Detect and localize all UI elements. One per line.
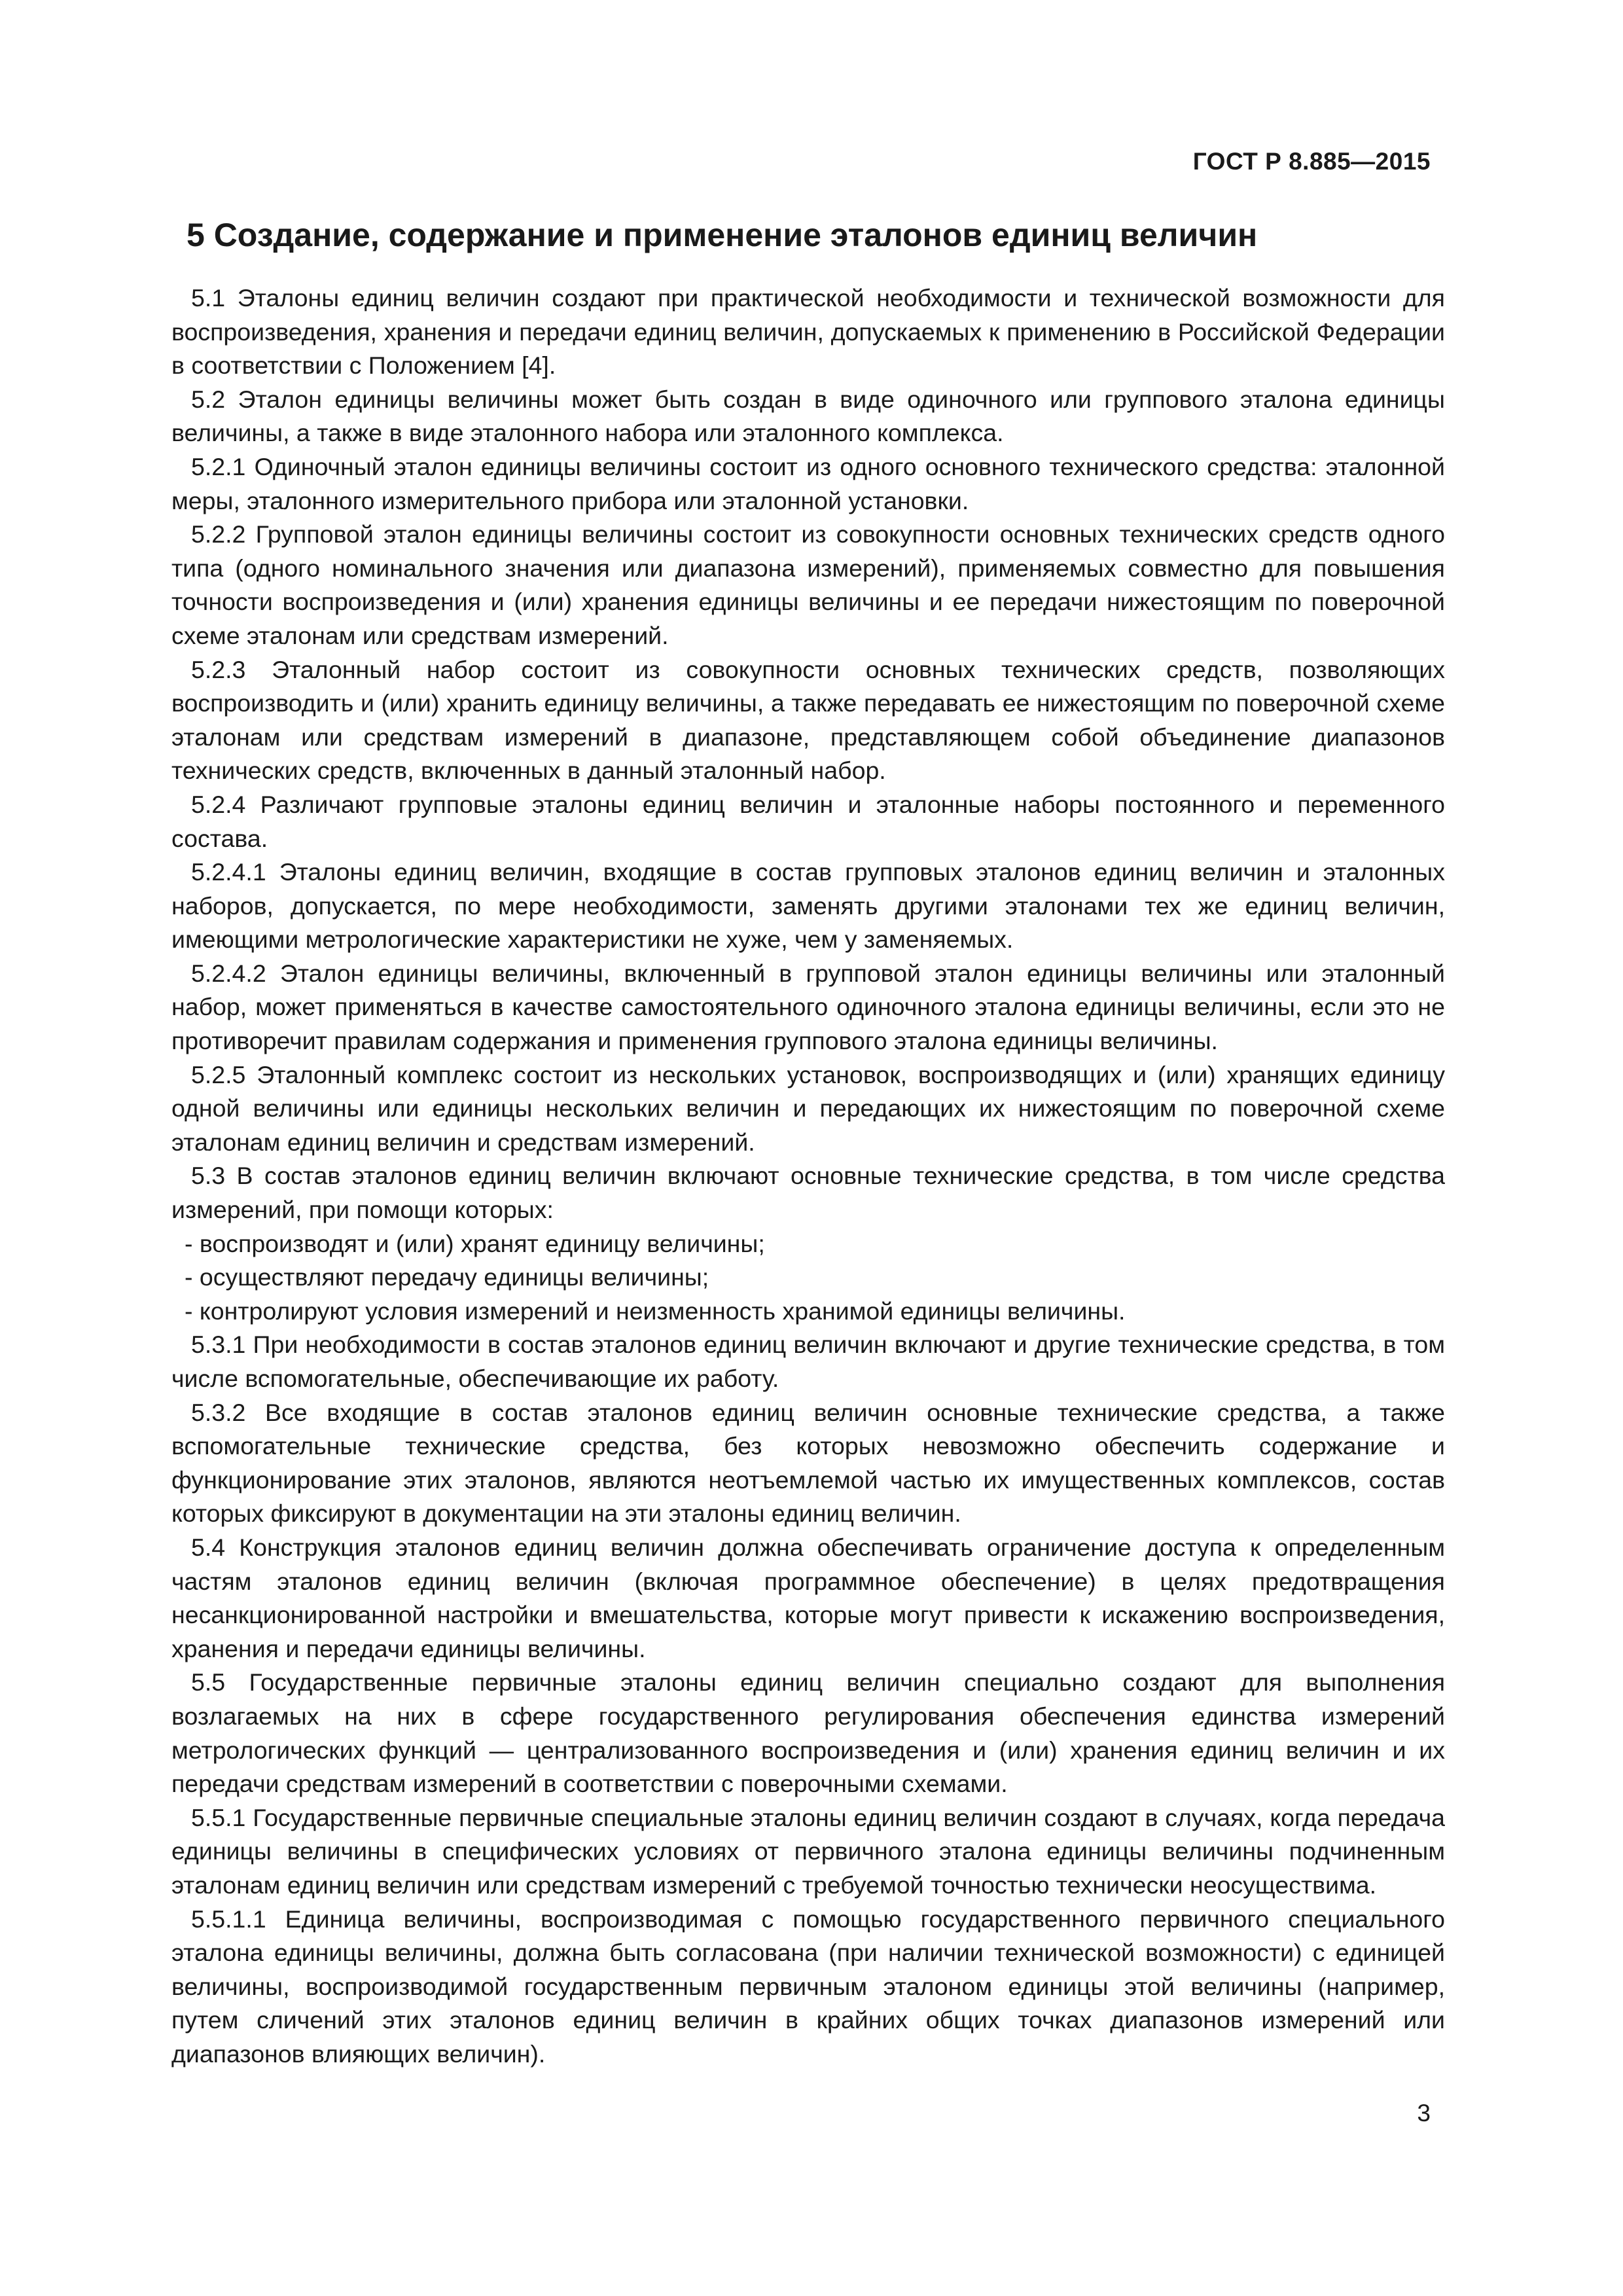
paragraph-5-2-4-1: 5.2.4.1 Эталоны единиц величин, входящие в состав групповых эталонов единиц величин и эталонных наборов, допускается, по мере необходимости, заменять другими эталонами тех же единиц величин, имеющими метрологические характеристики не хуже, чем у заменяемых. (171, 858, 1445, 954)
paragraph-5-2-4: 5.2.4 Различают групповые эталоны единиц величин и эталонные наборы постоянного и переменного состава. (171, 790, 1445, 852)
list-item: - контролируют условия измерений и неизменность хранимой единицы величины. (185, 1297, 1126, 1325)
paragraph-5-5-1: 5.5.1 Государственные первичные специальные эталоны единиц величин создают в случаях, когда передача единицы величины в специфических условиях от первичного эталона единицы величины подчиненным эталонам единиц величин или средствам измерений с требуемой точностью технически неосуществима. (171, 1803, 1445, 1899)
paragraph-5-2-4-2: 5.2.4.2 Эталон единицы величины, включенный в групповой эталон единицы величины или эталонный набор, может применяться в качестве самостоятельного одиночного эталона единицы величины, если это не противоречит правилам содержания и применения группового эталона единицы величины. (171, 959, 1445, 1055)
paragraph-5-4: 5.4 Конструкция эталонов единиц величин должна обеспечивать ограничение доступа к определенным частям эталонов единиц величин (включая программное обеспечение) в целях предотвращения несанкционированной настройки и вмешательства, которые могут привести к искажению воспроизведения, хранения и передачи единицы величины. (171, 1533, 1445, 1662)
paragraph-5-3: 5.3 В состав эталонов единиц величин включают основные технические средства, в том числе средства измерений, при помощи которых: (171, 1162, 1445, 1224)
document-code: ГОСТ Р 8.885—2015 (1192, 148, 1431, 175)
paragraph-5-5: 5.5 Государственные первичные эталоны единиц величин специально создают для выполнения возлагаемых на них в сфере государственного регулирования обеспечения единства измерений метрологических функций — централизованного воспроизведения и (или) хранения единиц величин и их передачи средствам измерений в соответствии с поверочными схемами. (171, 1668, 1445, 1798)
paragraph-5-2-3: 5.2.3 Эталонный набор состоит из совокупности основных технических средств, позволяющих воспроизводить и (или) хранить единицу величины, а также передавать ее нижестоящим по поверочной схеме эталонам или средствам измерений в диапазоне, представляющем собой объединение диапазонов технических средств, включенных в данный эталонный набор. (171, 655, 1445, 785)
list-item: - осуществляют передачу единицы величины; (185, 1263, 709, 1291)
section-title: 5 Создание, содержание и применение эталонов единиц величин (187, 217, 1258, 253)
paragraph-5-2-5: 5.2.5 Эталонный комплекс состоит из нескольких установок, воспроизводящих и (или) хранящих единицу одной величины или единицы нескольких величин и передающих их нижестоящим по поверочной схеме эталонам единиц величин и средствам измерений. (171, 1060, 1445, 1156)
paragraph-5-2: 5.2 Эталон единицы величины может быть создан в виде одиночного или группового эталона единицы величины, а также в виде эталонного набора или эталонного комплекса. (171, 385, 1445, 447)
page-number: 3 (1417, 2100, 1431, 2126)
paragraph-5-3-2: 5.3.2 Все входящие в состав эталонов единиц величин основные технические средства, а также вспомогательные технические средства, без которых невозможно обеспечить содержание и функционирование этих эталонов, являются неотъемлемой частью их имущественных комплексов, состав которых фиксируют в документации на эти эталоны единиц величин. (171, 1398, 1445, 1528)
paragraph-5-1: 5.1 Эталоны единиц величин создают при практической необходимости и технической возможности для воспроизведения, хранения и передачи единиц величин, допускаемых к применению в Российской Федерации в соответствии с Положением [4]. (171, 284, 1445, 380)
paragraph-5-5-1-1: 5.5.1.1 Единица величины, воспроизводимая с помощью государственного первичного специального эталона единицы величины, должна быть согласована (при наличии технической возможности) с единицей величины, воспроизводимой государственным первичным эталоном единицы этой величины (например, путем сличений этих эталонов единиц величин в крайних общих точках диапазонов измерений или диапазонов влияющих величин). (171, 1905, 1445, 2068)
paragraph-5-3-1: 5.3.1 При необходимости в состав эталонов единиц величин включают и другие технические средства, в том числе вспомогательные, обеспечивающие их работу. (171, 1331, 1445, 1392)
section-body (171, 281, 1445, 2071)
paragraph-5-2-1: 5.2.1 Одиночный эталон единицы величины состоит из одного основного технического средства: эталонной меры, эталонного измерительного прибора или эталонной установки. (171, 452, 1445, 514)
paragraph-5-2-2: 5.2.2 Групповой эталон единицы величины состоит из совокупности основных технических средств одного типа (одного номинального значения или диапазона измерений), применяемых совместно для повышения точности воспроизведения и (или) хранения единицы величины и ее передачи нижестоящим по поверочной схеме эталонам или средствам измерений. (171, 520, 1445, 649)
list-item: - воспроизводят и (или) хранят единицу величины; (185, 1229, 765, 1257)
